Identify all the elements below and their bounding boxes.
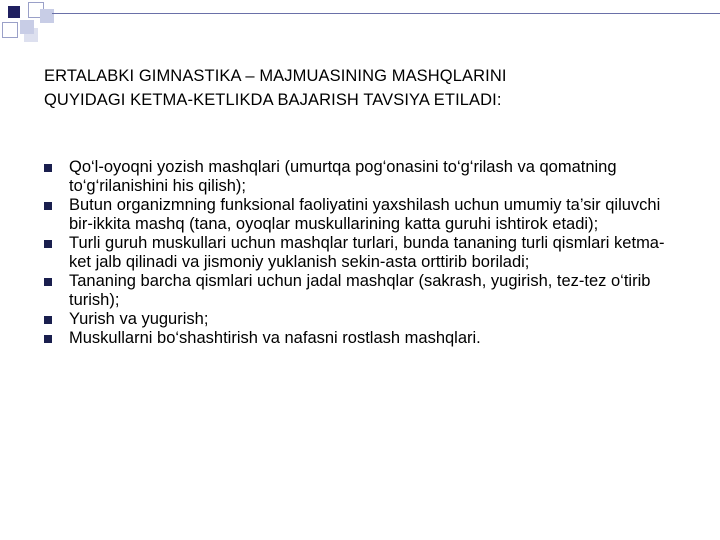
slide-title-line: QUYIDAGI KETMA-KETLIKDA BAJARISH TAVSIYA ETILADI:: [44, 91, 502, 109]
square-bullet-icon: [44, 316, 52, 324]
decor-square: [8, 6, 20, 18]
list-item: [44, 272, 684, 310]
slide-title-line: ERTALABKI GIMNASTIKA – MAJMUASINING MASHQLARINI: [44, 67, 507, 85]
list-item: [44, 158, 684, 196]
list-item-text: Muskullarni bo‘shashtirish va nafasni rostlash mashqlari.: [69, 329, 481, 347]
list-item-text: Qo‘l-oyoqni yozish mashqlari (umurtqa pog‘onasini to‘g‘rilash va qomatning to‘g‘rilanishini his qilish);: [69, 158, 617, 195]
list-item-text: Butun organizmning funksional faoliyatini yaxshilash uchun umumiy ta’sir qiluvchi bir-ikkita mashq (tana, oyoqlar muskullarining katta guruhi ishtirok etadi);: [69, 196, 661, 233]
square-bullet-icon: [44, 240, 52, 248]
list-item: [44, 329, 684, 348]
list-item-text: Yurish va yugurish;: [69, 310, 209, 328]
header-rule: [52, 13, 720, 14]
list-item: [44, 310, 684, 329]
decor-square: [2, 22, 18, 38]
decor-square: [40, 9, 54, 23]
decor-square: [20, 20, 34, 34]
list-item-text: Turli guruh muskullari uchun mashqlar turlari, bunda tananing turli qismlari ketma-ket jalb qilinadi va jismoniy yuklanish sekin-asta orttirib boriladi;: [69, 234, 665, 271]
list-item-text: Tananing barcha qismlari uchun jadal mashqlar (sakrash, yugirish, tez-tez o‘tirib turish);: [69, 272, 651, 309]
square-bullet-icon: [44, 335, 52, 343]
slide-title: [44, 64, 684, 112]
header-decoration: [0, 0, 720, 48]
list-item: [44, 196, 684, 234]
bullet-list: [44, 158, 684, 348]
list-item: [44, 234, 684, 272]
square-bullet-icon: [44, 202, 52, 210]
square-bullet-icon: [44, 164, 52, 172]
square-bullet-icon: [44, 278, 52, 286]
